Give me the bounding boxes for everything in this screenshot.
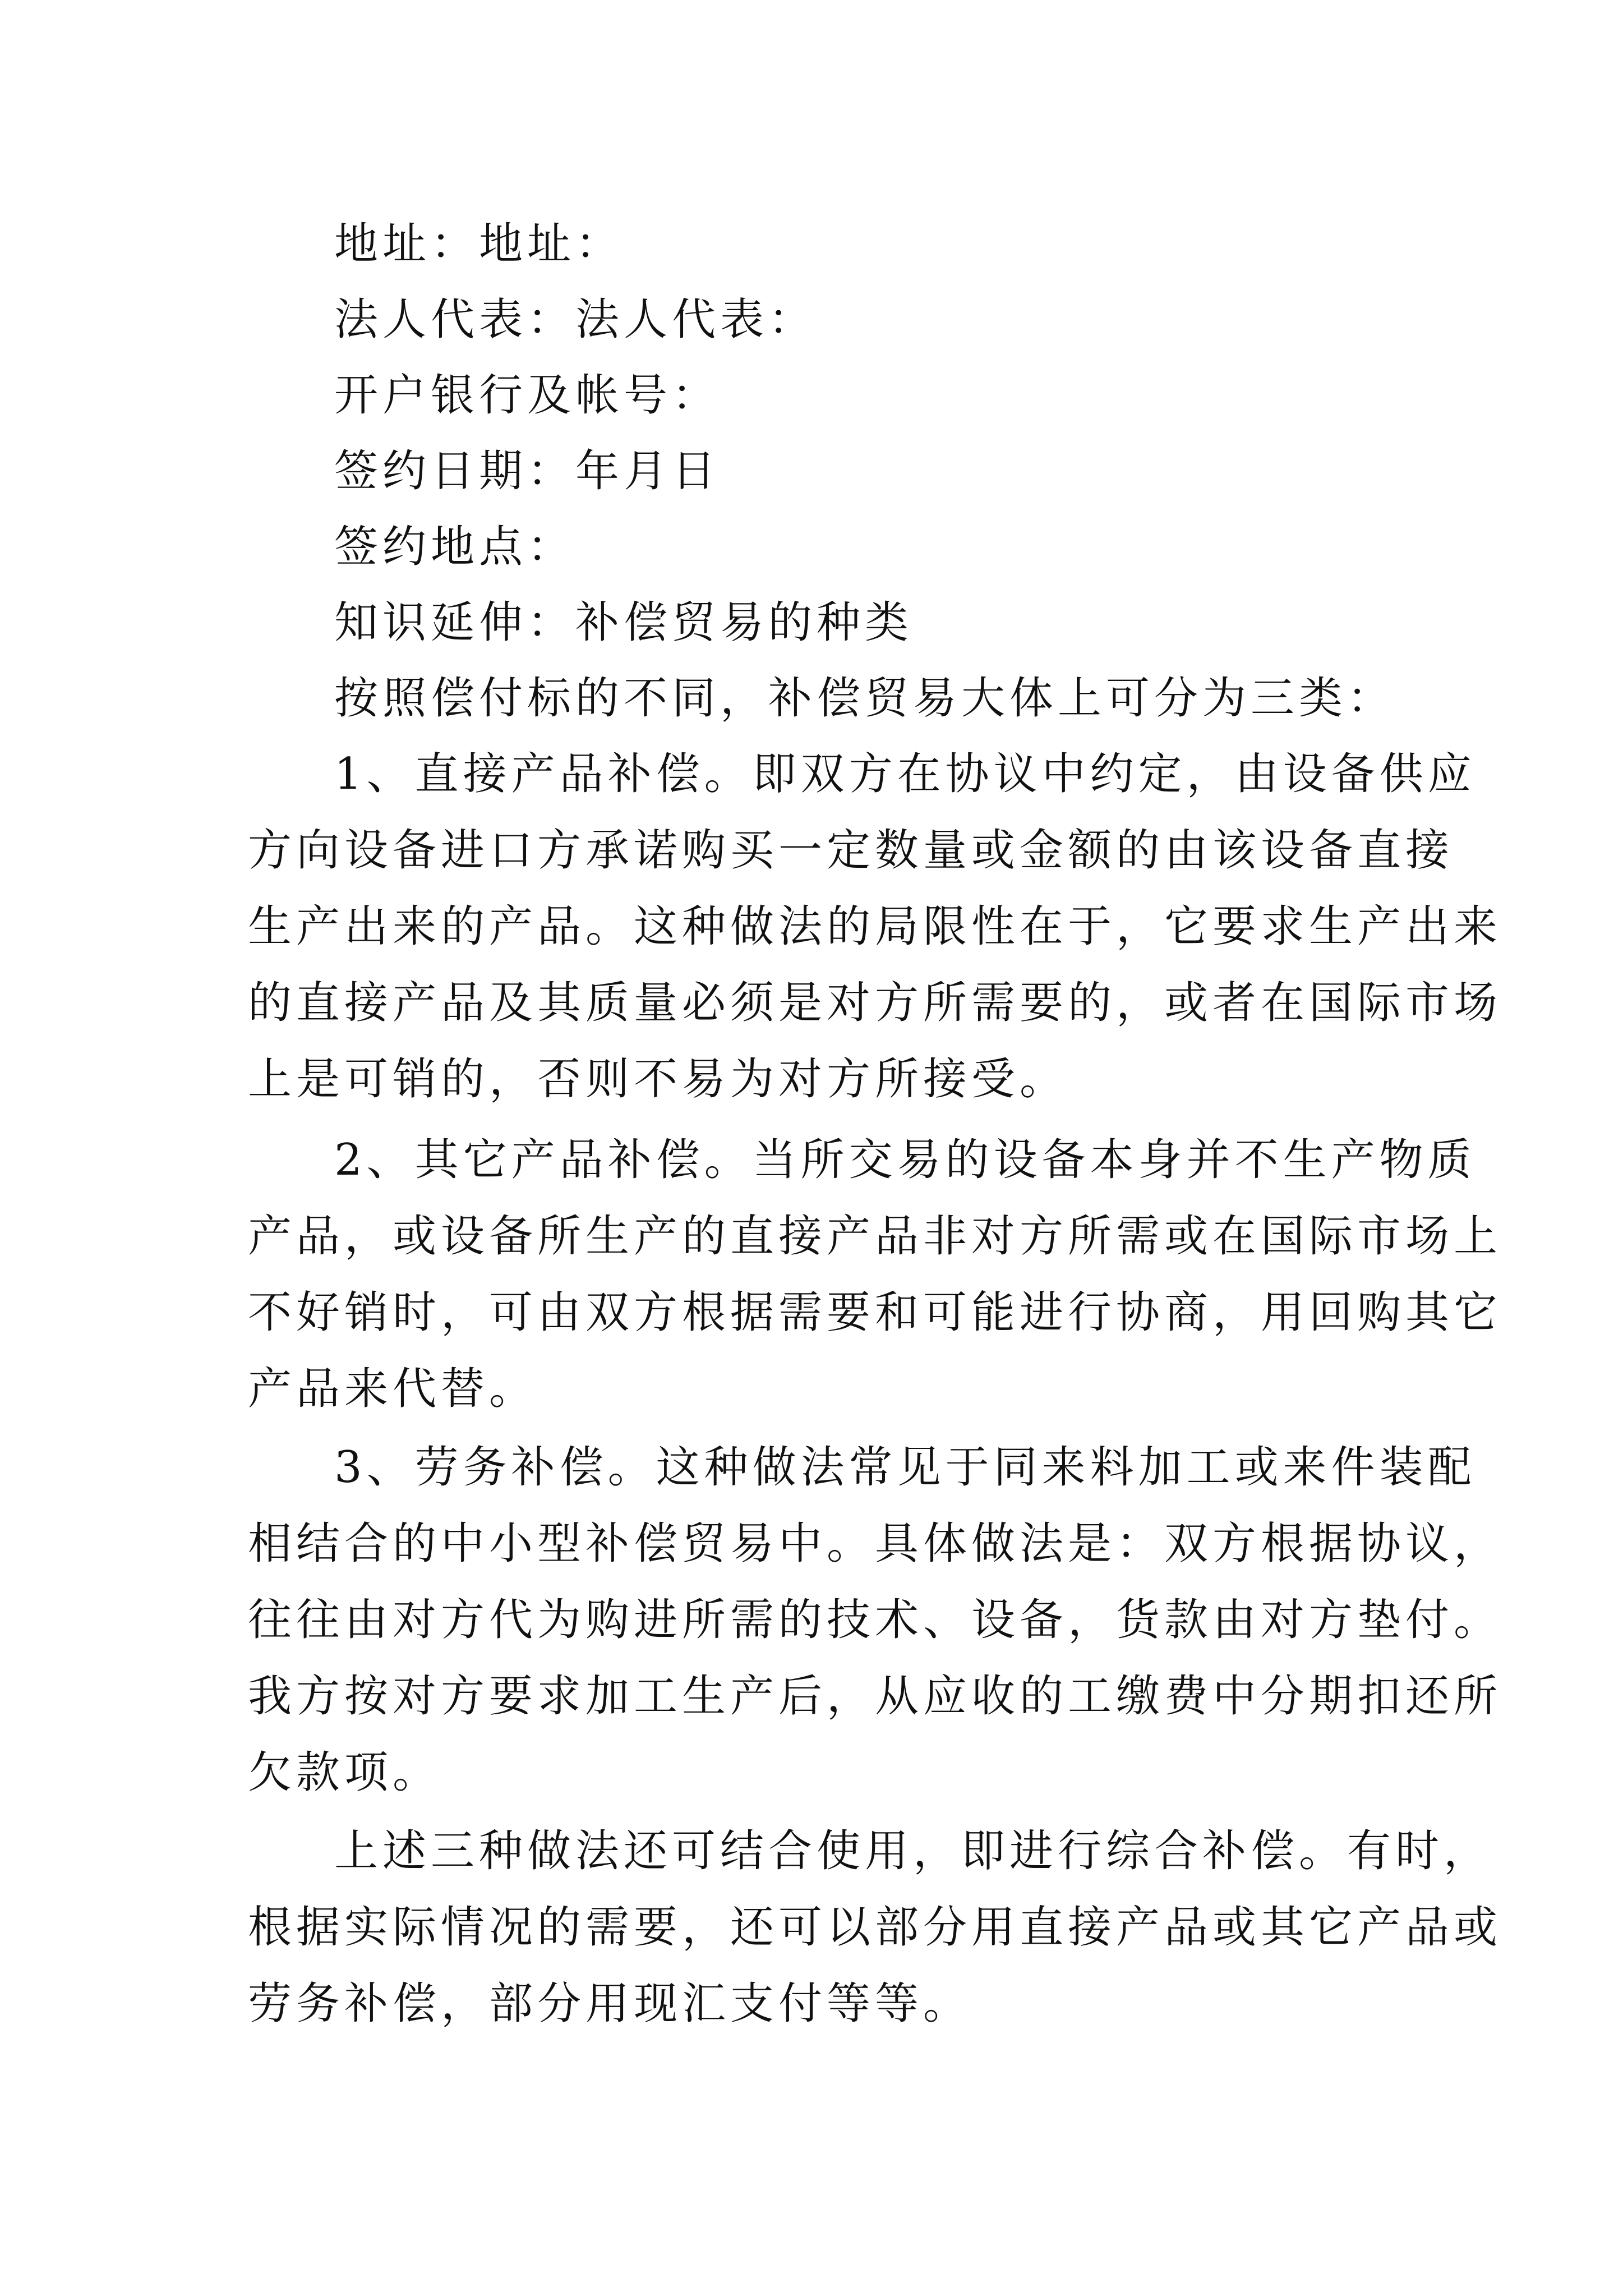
paragraph-line: 1、直接产品补偿。即双方在协议中约定，由设备供应 <box>334 749 1476 799</box>
paragraph-direct-product <box>248 736 1502 1117</box>
paragraph-line: 相结合的中小型补偿贸易中。具体做法是：双方根据协议， <box>248 1519 1502 1569</box>
paragraph-line: 我方按对方要求加工生产后，从应收的工缴费中分期扣还所 <box>248 1671 1502 1722</box>
sign-date-field: 签约日期：年月日 <box>334 446 721 496</box>
paragraph-labor <box>248 1429 1502 1811</box>
paragraph-line: 根据实际情况的需要，还可以部分用直接产品或其它产品或 <box>248 1902 1502 1953</box>
paragraph-line: 产品，或设备所生产的直接产品非对方所需或在国际市场上 <box>248 1211 1502 1262</box>
paragraph-line: 2、其它产品补偿。当所交易的设备本身并不生产物质 <box>334 1135 1476 1185</box>
section-title: 知识延伸：补偿贸易的种类 <box>334 597 914 648</box>
bank-account-field: 开户银行及帐号： <box>334 370 721 421</box>
paragraph-line: 上是可销的，否则不易为对方所接受。 <box>248 1054 1068 1105</box>
paragraph-line: 往往由对方代为购进所需的技术、设备，货款由对方垫付。 <box>248 1595 1502 1645</box>
paragraph-combined <box>248 1813 1502 2042</box>
paragraph-line: 上述三种做法还可结合使用，即进行综合补偿。有时， <box>334 1826 1492 1876</box>
paragraph-other-product <box>248 1122 1502 1427</box>
paragraph-line: 3、劳务补偿。这种做法常见于同来料加工或来件装配 <box>334 1442 1476 1493</box>
legal-rep-field: 法人代表：法人代表： <box>334 295 817 345</box>
paragraph-line: 产品来代替。 <box>248 1364 538 1414</box>
paragraph-line: 欠款项。 <box>248 1747 441 1798</box>
paragraph-line: 不好销时，可由双方根据需要和可能进行协商，用回购其它 <box>248 1287 1502 1338</box>
paragraph-line: 劳务补偿，部分用现汇支付等等。 <box>248 1978 972 2029</box>
address-field: 地址：地址： <box>334 219 624 269</box>
intro-text: 按照偿付标的不同，补偿贸易大体上可分为三类： <box>334 673 1396 724</box>
paragraph-line: 方向设备进口方承诺购买一定数量或金额的由该设备直接 <box>248 825 1454 876</box>
paragraph-line: 的直接产品及其质量必须是对方所需要的，或者在国际市场 <box>248 978 1502 1028</box>
sign-place-field: 签约地点： <box>334 522 576 572</box>
paragraph-line: 生产出来的产品。这种做法的局限性在于，它要求生产出来 <box>248 901 1502 952</box>
